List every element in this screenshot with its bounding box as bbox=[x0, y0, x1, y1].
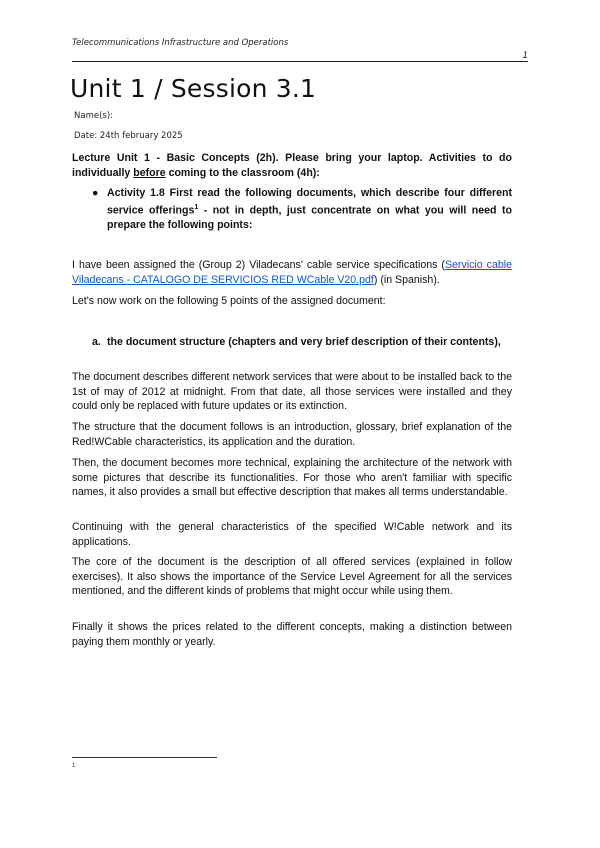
activity-text-2: - not in depth, just concentrate on what you will need to prepare the following points: bbox=[107, 204, 512, 231]
paragraph-prices: Finally it shows the prices related to the different concepts, making a distinction between paying them monthly or yearly. bbox=[72, 621, 512, 648]
point-a-item bbox=[92, 335, 512, 350]
paragraph-characteristics: Continuing with the general characteristics of the specified W!Cable network and its applications. bbox=[72, 521, 512, 548]
paragraph-description: The document describes different network services that were about to be installed back to the 1st of may of 2012 at midnight. From that date, all those services were installed and they could only be replaced with future updates or its extinction. bbox=[72, 371, 512, 412]
footnote-number: 1 bbox=[72, 763, 76, 769]
running-header: Telecommunications Infrastructure and Operations bbox=[72, 38, 289, 48]
assigned-paragraph bbox=[72, 258, 512, 287]
lecture-text-1: Lecture Unit 1 - Basic Concepts (2h). Please bring your laptop. Activities to do individually bbox=[72, 152, 512, 179]
paragraph-structure: The structure that the document follows is an introduction, glossary, brief explanation of the Red!WCable characteristics, its application and the duration. bbox=[72, 421, 512, 448]
lecture-instructions bbox=[72, 151, 512, 180]
assigned-text-pre: I have been assigned the (Group 2) Viladecans' cable service specifications ( bbox=[72, 259, 445, 271]
page-number: 1 bbox=[522, 51, 528, 61]
activity-bullet-item bbox=[92, 186, 512, 232]
header-divider bbox=[72, 61, 528, 62]
footnote-divider bbox=[72, 757, 217, 758]
date-label: Date: 24th february 2025 bbox=[74, 131, 183, 141]
paragraph-architecture: Then, the document becomes more technical, explaining the architecture of the network with some pictures that describe its functionalities. For those who aren't familiar with specific names, it also provides a small but effective description that makes all terms understandable. bbox=[72, 457, 512, 498]
page-title: Unit 1 / Session 3.1 bbox=[70, 74, 317, 103]
point-a-text: the document structure (chapters and very brief description of their contents), bbox=[107, 336, 501, 348]
point-a-marker: a. bbox=[92, 336, 101, 348]
activity-text-1: Activity 1.8 First read the following documents, which describe four different service offerings bbox=[107, 187, 512, 217]
lecture-text-2: coming to the classroom (4h): bbox=[165, 166, 320, 179]
intro-line: Let's now work on the following 5 points of the assigned document: bbox=[72, 295, 386, 307]
paragraph-services: The core of the document is the description of all offered services (explained in follow exercises). It also shows the importance of the Service Level Agreement for all the services mentioned, and the different kinds of problems that might occur while using them. bbox=[72, 556, 512, 597]
bullet-icon: ● bbox=[92, 187, 99, 199]
catalog-pdf-link[interactable]: Servicio cable Viladecans - CATALOGO DE SERVICIOS RED WCable V20.pdf bbox=[72, 259, 512, 286]
lecture-underlined: before bbox=[133, 166, 166, 179]
footnote-ref[interactable]: 1 bbox=[194, 203, 199, 211]
assigned-text-post: ) (in Spanish). bbox=[373, 273, 440, 286]
names-label: Name(s): bbox=[74, 111, 114, 121]
